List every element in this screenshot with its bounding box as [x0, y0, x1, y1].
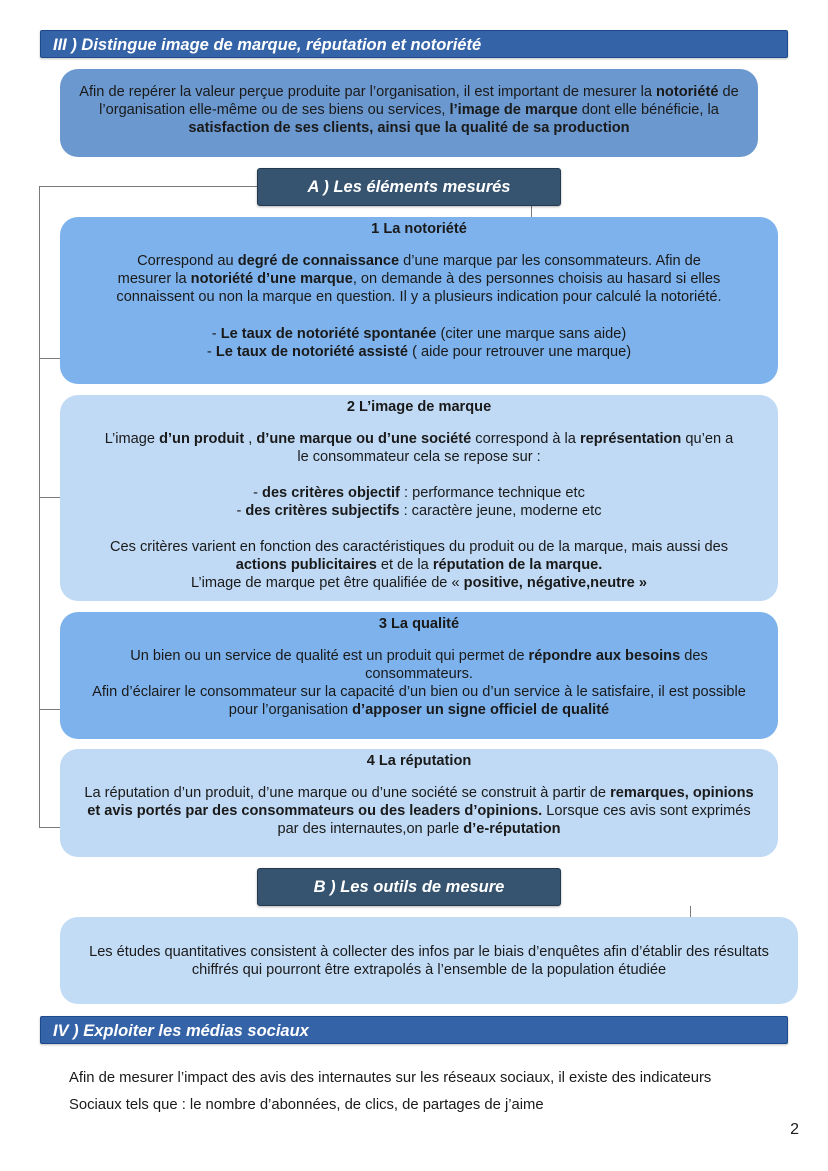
notoriete-bold: notoriété d’une marque — [190, 271, 353, 287]
image-paragraph-2 — [100, 538, 738, 574]
intro-bold: notoriété — [656, 84, 719, 100]
image-title: 2 L’image de marque — [346, 399, 492, 415]
list-bold: Le taux de notoriété spontanée — [220, 326, 437, 342]
image-bold: d’une marque ou d’une société — [256, 431, 472, 447]
page-number: 2 — [790, 1121, 799, 1138]
list-text: (citer une marque sans aide) — [436, 326, 627, 342]
image-bold: réputation de la marque. — [432, 557, 603, 573]
outils-box — [60, 917, 798, 1004]
list-item — [100, 484, 738, 502]
image-text: et de la — [376, 557, 433, 573]
image-text: correspond à la — [471, 431, 580, 447]
list-dash: - — [211, 326, 221, 342]
connector-notoriete — [39, 358, 60, 359]
list-text: ( aide pour retrouver une marque) — [408, 344, 632, 360]
notoriete-text: Correspond au — [137, 253, 238, 269]
list-dash: - — [253, 485, 263, 501]
list-bold: des critères subjectifs — [245, 503, 400, 519]
image-paragraph-3 — [100, 574, 738, 592]
outils-text: Les études quantitatives consistent à collecter des infos par le biais d’enquêtes afin d’établir des résultats chiffrés qui pourront être extrapolés à l’ensemble de la population étudiée — [89, 944, 769, 978]
qualite-title: 3 La qualité — [378, 616, 460, 632]
image-box — [60, 395, 778, 601]
connector-qualite — [39, 709, 60, 710]
image-text: , — [244, 431, 257, 447]
image-text: L’image — [104, 431, 160, 447]
connector-image — [39, 497, 60, 498]
intro-text: dont elle bénéficie, la — [577, 102, 719, 118]
image-text: qu’en a le consommateur cela se repose sur : — [297, 431, 734, 465]
notoriete-title: 1 La notoriété — [371, 221, 467, 237]
qualite-box — [60, 612, 778, 739]
notoriete-box — [60, 217, 778, 384]
notoriete-text: , on demande à des personnes choisis au hasard si elles connaissent ou non la marque en question. Il y a plusieurs indication pour calculé la notoriété. — [116, 271, 722, 305]
image-bold: représentation — [579, 431, 682, 447]
reputation-bold: remarques, opinions et avis portés par des consommateurs ou des leaders d’opinions. — [87, 785, 754, 819]
image-bold: positive, négative,neutre » — [463, 575, 647, 591]
reputation-text: Lorsque ces avis sont exprimés par des internautes,on parle — [277, 803, 751, 837]
image-text: Ces critères varient en fonction des caractéristiques du produit ou de la marque, mais aussi des — [109, 539, 729, 555]
list-text: : caractère jeune, moderne etc — [399, 503, 602, 519]
qualite-text: Afin d’éclairer le consommateur sur la capacité d’un bien ou d’un service à le satisfaire, il est possible pour l’organisation — [92, 684, 746, 718]
connector-reputation — [39, 827, 60, 828]
section-3-title: III ) Distingue image de marque, réputation et notoriété — [40, 30, 788, 58]
qualite-text: des consommateurs. — [365, 648, 708, 682]
list-bold: des critères objectif — [262, 485, 400, 501]
reputation-box — [60, 749, 778, 857]
qualite-text: Un bien ou un service de qualité est un produit qui permet de — [130, 648, 529, 664]
image-bold: d’un produit — [159, 431, 245, 447]
intro-box — [60, 69, 758, 157]
notoriete-paragraph — [100, 252, 738, 306]
list-text: : performance technique etc — [399, 485, 585, 501]
qualite-paragraph-2 — [82, 683, 756, 719]
notoriete-text: d’une marque par les consommateurs. Afin de mesurer la — [117, 253, 701, 287]
connector-a-right — [531, 206, 532, 217]
qualite-paragraph — [82, 647, 756, 683]
qualite-bold: répondre aux besoins — [528, 648, 681, 664]
image-list — [100, 484, 738, 520]
intro-bold: l’image de marque — [449, 102, 578, 118]
reputation-paragraph — [76, 784, 762, 838]
intro-text: Afin de repérer la valeur perçue produite par l’organisation, il est important de mesurer la — [79, 84, 657, 100]
list-bold: Le taux de notoriété assisté — [215, 344, 409, 360]
notoriete-bold: degré de connaissance — [237, 253, 400, 269]
subsection-a-title: A ) Les éléments mesurés — [257, 168, 561, 206]
medias-line-2: Sociaux tels que : le nombre d’abonnées, de clics, de partages de j’aime — [69, 1097, 544, 1113]
image-paragraph — [100, 430, 738, 466]
notoriete-list — [100, 325, 738, 361]
list-item — [100, 343, 738, 361]
reputation-title: 4 La réputation — [366, 753, 472, 769]
intro-bold: satisfaction de ses clients, ainsi que la qualité de sa production — [188, 120, 630, 136]
medias-line-1: Afin de mesurer l’impact des avis des internautes sur les réseaux sociaux, il existe des indicateurs — [69, 1070, 712, 1086]
image-text: L’image de marque pet être qualifiée de « — [191, 575, 464, 591]
reputation-text: La réputation d’un produit, d’une marque ou d’une société se construit à partir de — [84, 785, 611, 801]
list-item — [100, 502, 738, 520]
intro-text: de l’organisation elle-même ou de ses biens ou services, — [99, 84, 739, 118]
list-item — [100, 325, 738, 343]
reputation-bold: d’e-réputation — [463, 821, 561, 837]
qualite-bold: d’apposer un signe officiel de qualité — [352, 702, 610, 718]
section-4-title: IV ) Exploiter les médias sociaux — [40, 1016, 788, 1044]
image-bold: actions publicitaires — [235, 557, 377, 573]
list-dash: - — [206, 344, 216, 360]
connector-vertical — [39, 186, 40, 828]
connector-top — [39, 186, 257, 187]
subsection-b-title: B ) Les outils de mesure — [257, 868, 561, 906]
list-dash: - — [236, 503, 246, 519]
